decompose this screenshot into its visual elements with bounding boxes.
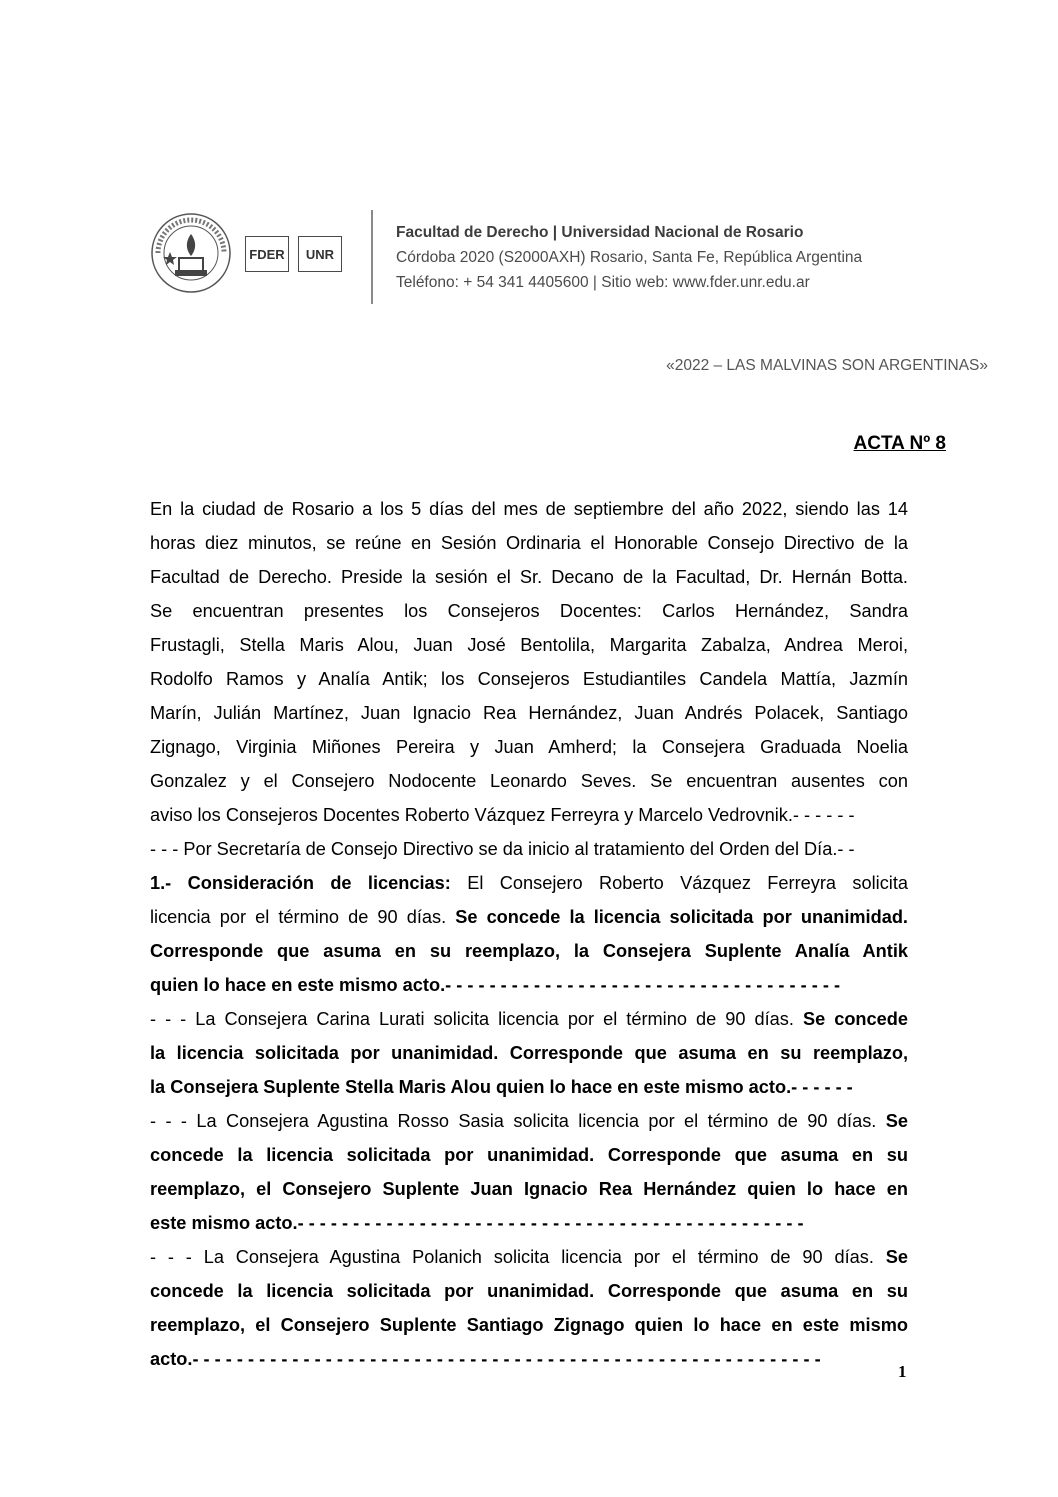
resolution-text: Se — [885, 1247, 908, 1267]
resolution-text: concede la licencia solicitada por unanimidad. Corresponde que asuma en su — [150, 1281, 908, 1301]
unr-logo: UNR — [298, 236, 342, 272]
body-text: licencia por el término de 90 días. — [150, 907, 456, 927]
motto: «2022 – LAS MALVINAS SON ARGENTINAS» — [666, 357, 988, 374]
resolution-text: acto.- - - - - - - - - - - - - - - - - - - - - - - - - - - - - - - - - - - - - - - - - - - - - - - - - - - - - - - - - — [150, 1349, 821, 1369]
resolution-text: este mismo acto.- - - - - - - - - - - - - - - - - - - - - - - - - - - - - - - - - - - - - - - - - - - - - - — [150, 1213, 804, 1233]
section-heading: 1.- Consideración de licencias: — [150, 873, 451, 893]
body-line: Facultad de Derecho. Preside la sesión el Sr. Decano de la Facultad, Dr. Hernán Botta. — [150, 567, 908, 587]
resolution-text: concede la licencia solicitada por unanimidad. Corresponde que asuma en su — [150, 1145, 908, 1165]
resolution-text: Corresponde que asuma en su reemplazo, la Consejera Suplente Analía Antik — [150, 941, 908, 961]
body-line — [150, 1175, 908, 1203]
body-line — [150, 1345, 908, 1373]
body-line: Frustagli, Stella Maris Alou, Juan José Bentolila, Margarita Zabalza, Andrea Meroi, — [150, 635, 908, 655]
page-number: 1 — [898, 1362, 907, 1381]
body-line — [150, 1311, 908, 1339]
body-line: aviso los Consejeros Docentes Roberto Vázquez Ferreyra y Marcelo Vedrovnik.- - - - - - — [150, 805, 855, 825]
body-line — [150, 1073, 908, 1101]
body-line — [150, 1005, 908, 1033]
resolution-text: Se concede la licencia solicitada por unanimidad. — [455, 907, 908, 927]
resolution-text: Se — [885, 1111, 908, 1131]
letterhead-contact: Teléfono: + 54 341 4405600 | Sitio web: www.fder.unr.edu.ar — [396, 274, 810, 291]
body-text: - - - La Consejera Agustina Polanich solicita licencia por el término de 90 días. — [150, 1247, 886, 1267]
body-line — [150, 971, 908, 999]
document-title: ACTA Nº 8 — [853, 433, 946, 454]
body-line — [150, 1209, 908, 1237]
body-line: Marín, Julián Martínez, Juan Ignacio Rea Hernández, Juan Andrés Polacek, Santiago — [150, 703, 908, 723]
body-line — [150, 1277, 908, 1305]
body-line — [150, 869, 908, 897]
body-line: Gonzalez y el Consejero Nodocente Leonardo Seves. Se encuentran ausentes con — [150, 771, 908, 791]
body-text: - - - La Consejera Agustina Rosso Sasia solicita licencia por el término de 90 días. — [150, 1111, 886, 1131]
body-line — [150, 937, 908, 965]
resolution-text: Se concede — [802, 1009, 908, 1029]
body-line: - - - Por Secretaría de Consejo Directivo se da inicio al tratamiento del Orden del Día.- - — [150, 839, 855, 859]
body-line: Rodolfo Ramos y Analía Antik; los Consejeros Estudiantiles Candela Mattía, Jazmín — [150, 669, 908, 689]
letterhead-divider — [371, 210, 373, 304]
body-line — [150, 903, 908, 931]
body-line: Zignago, Virginia Miñones Pereira y Juan Amherd; la Consejera Graduada Noelia — [150, 737, 908, 757]
letterhead-address: Córdoba 2020 (S2000AXH) Rosario, Santa Fe, República Argentina — [396, 249, 863, 266]
resolution-text: la licencia solicitada por unanimidad. Corresponde que asuma en su reemplazo, — [150, 1043, 908, 1063]
body-line: Se encuentran presentes los Consejeros Docentes: Carlos Hernández, Sandra — [150, 601, 908, 621]
resolution-text: reemplazo, el Consejero Suplente Juan Ignacio Rea Hernández quien lo hace en — [150, 1179, 908, 1199]
body-line — [150, 1039, 908, 1067]
fder-logo: FDER — [245, 236, 289, 272]
resolution-text: la Consejera Suplente Stella Maris Alou quien lo hace en este mismo acto.- - - - - - — [150, 1077, 853, 1097]
body-line — [150, 1141, 908, 1169]
body-line: horas diez minutos, se reúne en Sesión Ordinaria el Honorable Consejo Directivo de la — [150, 533, 908, 553]
body-line — [150, 1243, 908, 1271]
body-text: - - - La Consejera Carina Lurati solicita licencia por el término de 90 días. — [150, 1009, 803, 1029]
body-line — [150, 1107, 908, 1135]
resolution-text: reemplazo, el Consejero Suplente Santiago Zignago quien lo hace en este mismo — [150, 1315, 908, 1335]
letterhead-institution: Facultad de Derecho | Universidad Nacional de Rosario — [396, 224, 804, 241]
resolution-text: quien lo hace en este mismo acto.- - - - - - - - - - - - - - - - - - - - - - - - - - - - - - - - - - - - — [150, 975, 841, 995]
body-line: En la ciudad de Rosario a los 5 días del mes de septiembre del año 2022, siendo las 14 — [150, 499, 908, 519]
university-seal-icon — [150, 212, 232, 294]
body-text: El Consejero Roberto Vázquez Ferreyra solicita — [450, 873, 908, 893]
